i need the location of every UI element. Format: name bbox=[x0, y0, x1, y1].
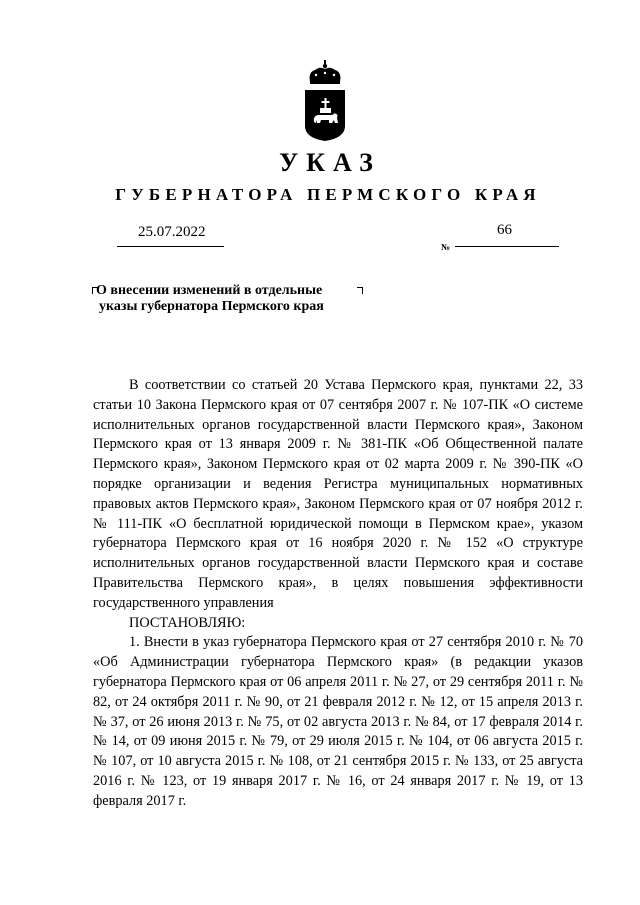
decree-word: ПОСТАНОВЛЯЮ: bbox=[129, 614, 246, 631]
coat-of-arms-icon bbox=[302, 60, 348, 142]
subject-bracket-right bbox=[357, 287, 363, 294]
decree-number: 66 bbox=[497, 222, 512, 238]
document-subtitle: ГУБЕРНАТОРА ПЕРМСКОГО КРАЯ bbox=[115, 185, 541, 204]
subject-line-2: указы губернатора Пермского края bbox=[99, 299, 324, 314]
number-sign: № bbox=[441, 242, 451, 252]
date-underline bbox=[117, 246, 224, 247]
decree-date: 25.07.2022 bbox=[138, 224, 206, 240]
preamble-paragraph: В соответствии со статьей 20 Устава Пермского края, пунктами 22, 33 статьи 10 Закона Пермского края от 07 сентября 2007 г. № 107-ПК «О системе исполнительных органов государственной власти Пермского края», Законом Пермского края от 13 января 2009 г. № 381-ПК «Об Общественной палате Пермского края», Законом Пермского края от 02 марта 2009 г. № 390-ПК «О порядке организации и ведения Регистра муниципальных нормативных правовых актов Пермского края», Законом Пермского края от 07 ноября 2012 г. № 111-ПК «О бесплатной юридической помощи в Пермском крае», указом губернатора Пермского края от 16 ноября 2020 г. № 152 «О структуре исполнительных органов государственной власти Пермского края и составе Правительства Пермского края», в целях повышения эффективности государственного управления bbox=[93, 377, 583, 611]
clause-1-paragraph: 1. Внести в указ губернатора Пермского края от 27 сентября 2010 г. № 70 «Об Администрации губернатора Пермского края» (в редакции указов губернатора Пермского края от 06 апреля 2011 г. № 27, от 29 сентября 2011 г. № 82, от 24 октября 2011 г. № 90, от 21 февраля 2012 г. № 12, от 15 апреля 2013 г. № 37, от 26 июня 2013 г. № 75, от 02 августа 2013 г. № 84, от 17 февраля 2014 г. № 14, от 09 июня 2015 г. № 79, от 29 июля 2015 г. № 104, от 06 августа 2015 г. № 107, от 10 августа 2015 г. № 108, от 21 сентября 2015 г. № 133, от 25 августа 2016 г. № 123, от 19 января 2017 г. № 16, от 24 января 2017 г. № 19, от 13 февраля 2017 г. bbox=[93, 634, 583, 809]
document-title: УКАЗ bbox=[279, 148, 381, 177]
subject-line-1: О внесении изменений в отдельные bbox=[96, 283, 323, 298]
decree-subject bbox=[96, 283, 356, 315]
number-underline bbox=[455, 246, 559, 247]
document-body bbox=[93, 376, 583, 812]
